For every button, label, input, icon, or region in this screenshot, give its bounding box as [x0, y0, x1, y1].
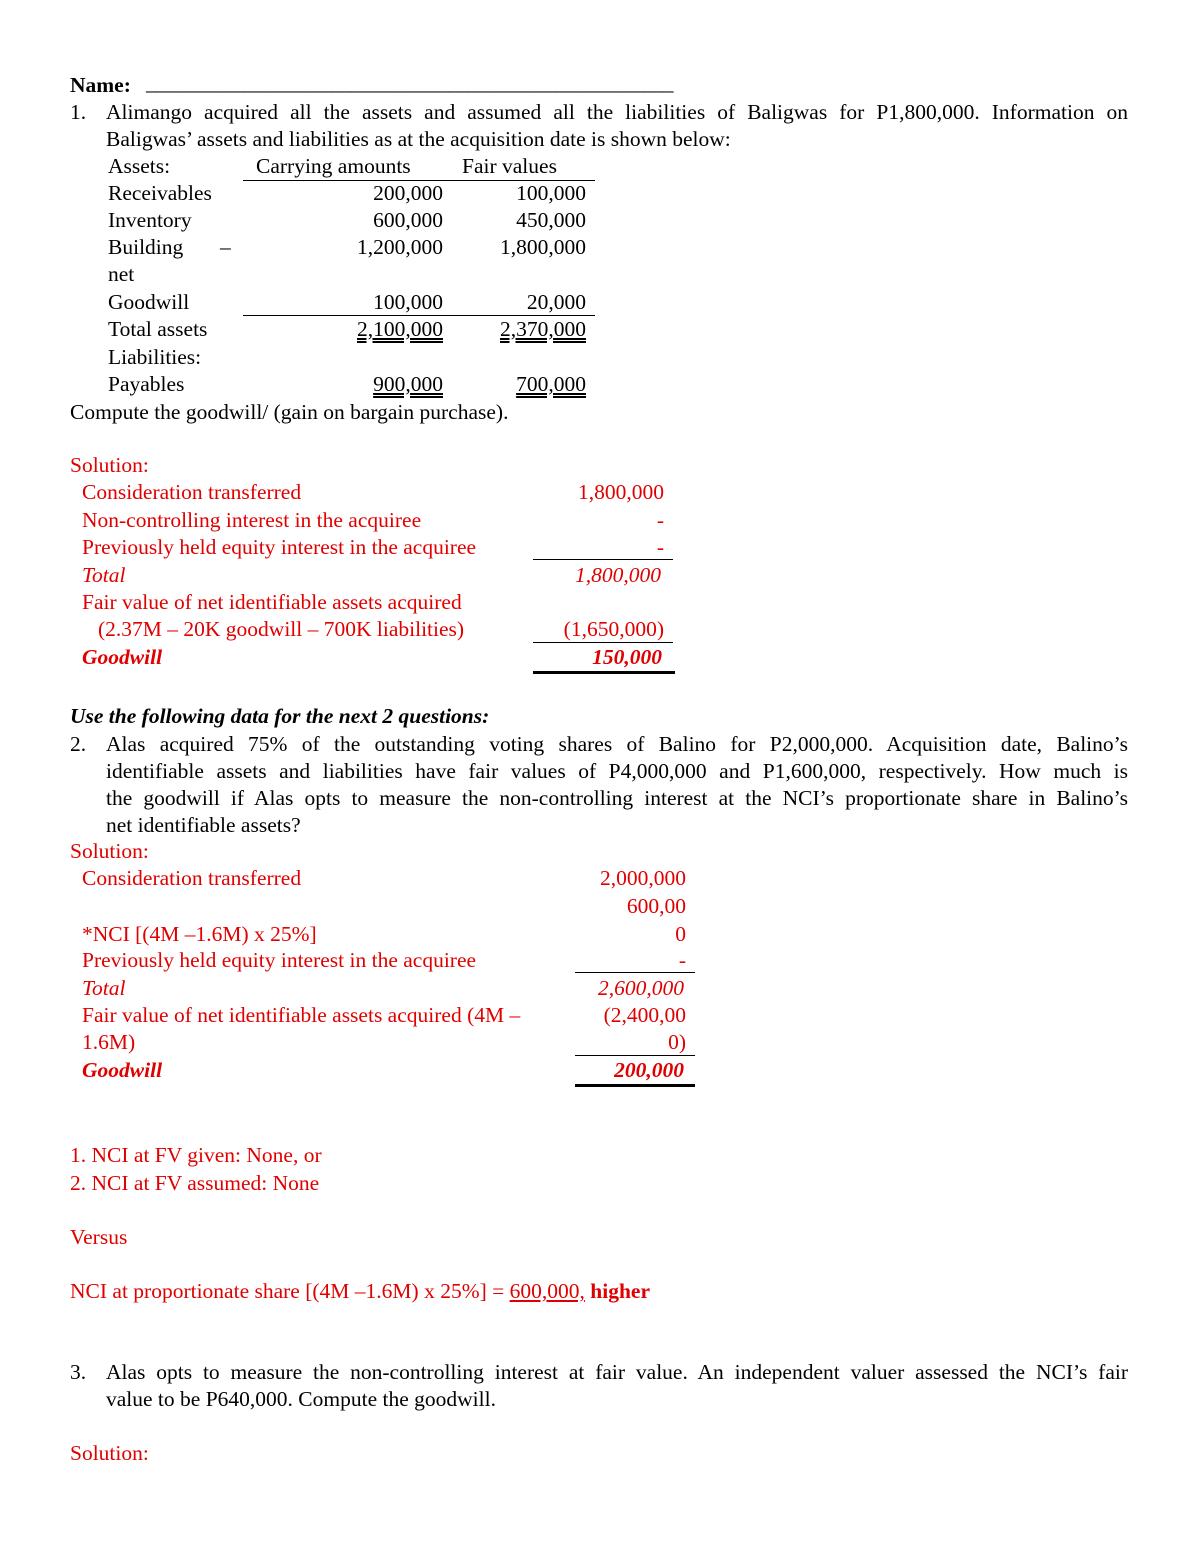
- table-header-fair: Fair values: [462, 154, 557, 178]
- q2-proportionate-value: 600,000,: [509, 1279, 585, 1303]
- q2-fv-label-1: Fair value of net identifiable assets acquired (4M –: [82, 1003, 521, 1027]
- q2-goodwill-label: Goodwill: [82, 1058, 163, 1082]
- building-fair: 1,800,000: [500, 235, 586, 259]
- table-header-carrying: Carrying amounts: [256, 154, 411, 178]
- building-carrying: 1,200,000: [357, 235, 443, 259]
- q1-consideration-label: Consideration transferred: [82, 480, 302, 504]
- q1-goodwill-value: 150,000: [592, 645, 662, 669]
- q2-text-line3: the goodwill if Alas opts to measure the non-controlling interest at the NCI’s proportionate share in Balino’s: [106, 786, 1128, 810]
- q1-nci-label: Non-controlling interest in the acquiree: [82, 508, 422, 532]
- q2-note-1: 1. NCI at FV given: None, or: [70, 1143, 322, 1167]
- q2-goodwill-value: 200,000: [614, 1058, 684, 1082]
- inventory-carrying: 600,000: [373, 208, 443, 232]
- table-header-assets: Assets:: [108, 154, 171, 178]
- q1-nci-value: -: [656, 508, 664, 532]
- q3-text-line2: value to be P640,000. Compute the goodwill.: [106, 1387, 496, 1411]
- q1-sol-rule-1: [533, 559, 673, 560]
- q2-proportionate-text: NCI at proportionate share [(4M –1.6M) x 25%] =: [70, 1279, 510, 1303]
- q2-fv-value-1: (2,400,00: [603, 1003, 686, 1027]
- total-assets-fair: 2,370,000: [500, 317, 586, 341]
- q1-text-line1: Alimango acquired all the assets and assumed all the liabilities of Baligwas for P1,800,000. Information on: [106, 100, 1128, 124]
- q2-note-2: 2. NCI at FV assumed: None: [70, 1171, 320, 1195]
- q1-prev-value: -: [656, 535, 664, 559]
- name-label: Name:: [70, 73, 131, 97]
- liabilities-label: Liabilities:: [108, 345, 202, 369]
- goodwill-row-label: Goodwill: [108, 290, 190, 314]
- q2-fv-value-2: 0): [668, 1030, 686, 1054]
- q1-solution-title: Solution:: [70, 453, 149, 477]
- q3-text-line1: Alas opts to measure the non-controlling interest at fair value. An independent valuer assessed the NCI’s fair: [106, 1360, 1128, 1384]
- q2-consideration-label: Consideration transferred: [82, 866, 302, 890]
- payables-carrying: 900,000: [373, 372, 443, 396]
- q1-goodwill-label: Goodwill: [82, 645, 163, 669]
- q1-fv-label-1: Fair value of net identifiable assets acquired: [82, 590, 462, 614]
- q2-proportionate-line: [70, 1278, 650, 1305]
- q2-text-line4: net identifiable assets?: [106, 813, 301, 837]
- q2-consideration-value: 2,000,000: [600, 866, 686, 890]
- q1-consideration-value: 1,800,000: [578, 480, 664, 504]
- intro-text: Use the following data for the next 2 questions:: [70, 704, 490, 728]
- inventory-label: Inventory: [108, 208, 192, 232]
- inventory-fair: 450,000: [516, 208, 586, 232]
- q2-nci-label: *NCI [(4M –1.6M) x 25%]: [82, 922, 317, 946]
- q1-sol-rule-3: [533, 671, 675, 674]
- total-assets-carrying: 2,100,000: [357, 317, 443, 341]
- q2-nci-value-2: 0: [675, 922, 686, 946]
- q2-sol-rule-1: [575, 972, 695, 973]
- payables-fair: 700,000: [516, 372, 586, 396]
- q2-fv-label-2: 1.6M): [82, 1030, 136, 1054]
- q1-sol-rule-2: [533, 642, 673, 643]
- goodwill-row-fair: 20,000: [526, 290, 586, 314]
- q2-proportionate-higher: higher: [584, 1279, 650, 1303]
- q1-number: 1.: [70, 100, 87, 124]
- total-assets-label: Total assets: [108, 317, 208, 341]
- q3-number: 3.: [70, 1360, 87, 1384]
- q2-versus: Versus: [70, 1225, 128, 1249]
- q2-solution-title: Solution:: [70, 839, 149, 863]
- receivables-label: Receivables: [108, 181, 212, 205]
- q2-text-line1: Alas acquired 75% of the outstanding voting shares of Balino for P2,000,000. Acquisition date, Balino’s: [106, 732, 1128, 756]
- building-label-net: net: [108, 262, 135, 286]
- q1-total-label: Total: [82, 563, 126, 587]
- name-line[interactable]: ______________________________________________________: [146, 71, 673, 95]
- q3-solution-title: Solution:: [70, 1441, 149, 1465]
- building-dash: –: [220, 235, 231, 259]
- q1-fv-label-2: (2.37M – 20K goodwill – 700K liabilities): [98, 617, 465, 641]
- goodwill-row-carrying: 100,000: [373, 290, 443, 314]
- q2-prev-label: Previously held equity interest in the acquiree: [82, 948, 477, 972]
- q2-nci-value-1: 600,00: [626, 894, 686, 918]
- q2-total-label: Total: [82, 976, 126, 1000]
- receivables-carrying: 200,000: [373, 181, 443, 205]
- q1-fv-value: (1,650,000): [563, 617, 664, 641]
- q2-number: 2.: [70, 732, 87, 756]
- q2-total-value: 2,600,000: [598, 976, 684, 1000]
- q2-prev-value: -: [678, 948, 686, 972]
- q1-text-line2: Baligwas’ assets and liabilities as at the acquisition date is shown below:: [106, 127, 731, 151]
- q1-question: Compute the goodwill/ (gain on bargain purchase).: [70, 400, 509, 424]
- q1-prev-label: Previously held equity interest in the acquiree: [82, 535, 477, 559]
- q1-total-value: 1,800,000: [575, 563, 661, 587]
- building-label: Building: [108, 235, 184, 259]
- q2-text-line2: identifiable assets and liabilities have fair values of P4,000,000 and P1,600,000, respectively. How much is: [106, 759, 1128, 783]
- receivables-fair: 100,000: [516, 181, 586, 205]
- q2-sol-rule-3: [575, 1084, 695, 1087]
- q2-sol-rule-2: [575, 1055, 695, 1056]
- payables-label: Payables: [108, 372, 185, 396]
